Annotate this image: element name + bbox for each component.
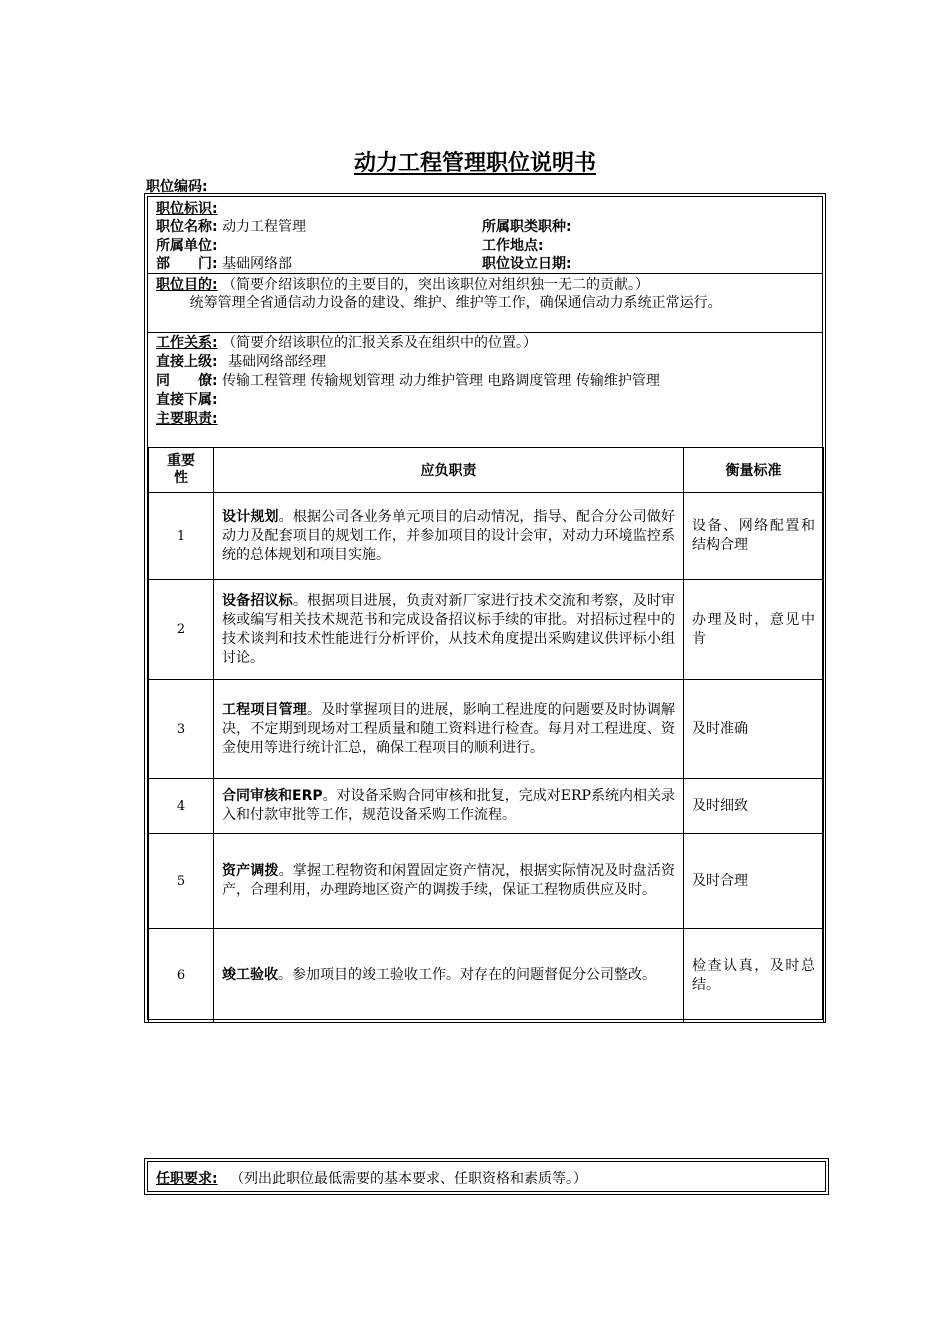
superior-value: 基础网络部经理 [228,354,327,370]
duties-label: 主要职责: [156,411,218,427]
row-responsibility [214,493,684,580]
peers-value: 传输工程管理 传输规划管理 动力维护管理 电路调度管理 传输维护管理 [222,373,660,389]
row-responsibility [214,680,684,779]
duties-table [148,447,824,1023]
peers-row [156,372,660,390]
row-measure: 设备、网络配置和结构合理 [684,493,824,580]
row-responsibility [214,929,684,1023]
relations-header-row [156,334,537,352]
establish-date-label: 职位设立日期: [482,256,572,272]
row-number: 4 [149,779,214,834]
department-value: 基础网络部 [222,256,293,272]
row-measure: 检查认真，及时总结。 [684,929,824,1023]
purpose-text: 统筹管理全省通信动力设备的建设、维护、维护等工作，确保通信动力系统正常运行。 [189,295,722,311]
table-row [149,779,824,834]
row-title: 设备招议标 [222,592,293,609]
row-responsibility [214,834,684,929]
purpose-label: 职位目的: [156,277,218,293]
requirements-inner [147,1161,826,1192]
header-measure: 衡量标准 [684,448,824,493]
row-text: 。对设备采购合同审核和批复，完成对ERP系统内相关录入和付款审批等工作，规范设备采购工作流程。 [222,788,675,823]
row-text: 。根据公司各业务单元项目的启动情况，指导、配合分公司做好动力及配套项目的规划工作，并参加项目的设计会审，对动力环境监控系统的总体规划和项目实施。 [222,508,676,563]
page-title: 动力工程管理职位说明书 [353,151,596,176]
header-importance: 重要性 [149,448,214,493]
purpose-header-row [156,276,649,294]
purpose-hint: （简要介绍该职位的主要目的，突出该职位对组织独一无二的贡献。） [222,277,650,293]
table-row [149,680,824,779]
table-row [149,580,824,680]
row-measure: 及时准确 [684,680,824,779]
row-text: 。参加项目的竣工验收工作。对存在的问题督促分公司整改。 [278,967,656,983]
position-code-label: 职位编码: [146,179,208,195]
peers-label: 同 僚: [156,373,218,389]
row-responsibility [214,580,684,680]
row-title: 竣工验收 [222,967,278,983]
department-row [156,255,292,273]
identity-section [148,197,822,274]
table-row [149,929,824,1023]
table-row [149,493,824,580]
category-label: 所属职类职种: [482,219,572,235]
relations-label: 工作关系: [156,335,218,351]
position-name-label: 职位名称: [156,219,218,235]
row-text: 。及时掌握项目的进展，影响工程进度的问题要及时协调解决，不定期到现场对工程质量和随工资料进行检查。每月对工程进度、资金使用等进行统计汇总，确保工程项目的顺利进行。 [222,701,675,756]
table-row [149,834,824,929]
row-title: 资产调拨 [222,863,279,879]
purpose-section [148,273,822,333]
subordinate-label: 直接下属: [156,392,218,408]
superior-label: 直接上级: [156,354,218,370]
position-name-row [156,218,306,236]
row-measure: 及时合理 [684,834,824,929]
location-label: 工作地点: [482,238,544,254]
job-description-box [144,193,826,1023]
row-title: 合同审核和ERP [222,788,323,804]
identity-header: 职位标识: [156,201,218,217]
department-label: 部 门: [156,256,218,272]
relations-hint: （简要介绍该职位的汇报关系及在组织中的位置。） [222,335,538,351]
duties-header-row [149,448,824,493]
job-description-inner [147,196,823,1020]
requirements-hint: （列出此职位最低需要的基本要求、任职资格和素质等。） [230,1171,588,1187]
row-number: 1 [149,493,214,580]
row-title: 设计规划 [222,508,279,525]
row-number: 6 [149,929,214,1023]
row-text: 。根据项目进展，负责对新厂家进行技术交流和考察，及时审核或编写相关技术规范书和完成设备招议标手续的审批。对招标过程中的技术谈判和技术性能进行分析评价，从技术角度提出采购建议供评标小组讨论。 [222,592,676,666]
row-number: 2 [149,580,214,680]
requirements-label: 任职要求: [156,1171,218,1187]
row-number: 5 [149,834,214,929]
superior-row [156,353,326,371]
header-responsibility: 应负职责 [214,448,684,493]
row-title: 工程项目管理 [222,701,307,718]
row-number: 3 [149,680,214,779]
position-name-value: 动力工程管理 [222,219,307,235]
requirements-box [144,1158,829,1195]
row-measure: 办理及时，意见中肯 [684,580,824,680]
row-responsibility [214,779,684,834]
unit-label: 所属单位: [156,238,218,254]
row-text: 。掌握工程物资和闲置固定资产情况，根据实际情况及时盘活资产，合理利用，办理跨地区资产的调拨手续，保证工程物质供应及时。 [222,863,676,898]
relations-section [148,332,822,447]
row-measure: 及时细致 [684,779,824,834]
